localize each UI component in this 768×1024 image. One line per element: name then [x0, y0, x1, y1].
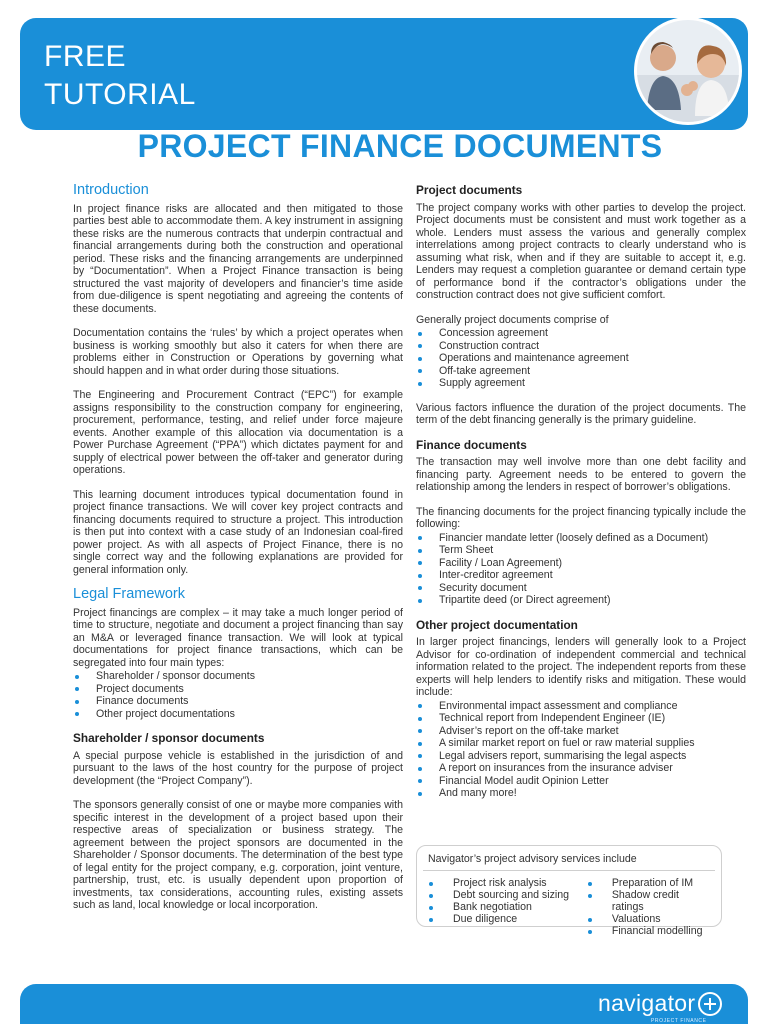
- list-item: A report on insurances from the insurance adviser: [416, 762, 746, 775]
- header-title-line2: TUTORIAL: [44, 78, 196, 111]
- services-list-b: [586, 877, 711, 937]
- services-title: Navigator’s project advisory services include: [423, 852, 715, 871]
- project-paragraph-2: Generally project documents comprise of: [416, 313, 609, 326]
- list-item: Security document: [416, 582, 746, 595]
- project-paragraph-1: The project company works with other parties to develop the project. Project documents must be consistent and must work together as a whole. Lenders must assess the various and generally complex interrelations among project contracts to clearly understand who is assuming what risk, when and if they are suitable to accept it, e.g. Lenders may request a completion guarantee or demand certain type of performance bond if the contractor’s obligations under the construction contract does not give sufficient comfort.: [416, 201, 746, 301]
- other-paragraph-1: In larger project financings, lenders will generally look to a Project Advisor for co-ordination of independent commercial and technical information related to the project. The independent reports from these experts will help lenders to identify risks and mitigation. These would include:: [416, 636, 746, 698]
- list-item: Shareholder / sponsor documents: [73, 670, 403, 683]
- list-item: And many more!: [416, 787, 746, 800]
- shareholder-paragraph-2: The sponsors generally consist of one or maybe more companies with specific interest in the development of a project based upon their respective areas of specialization or business strategy. The agreement between the project sponsors are documented in the Shareholder / Sponsor documents. The determination of the best type of legal entity for the project company, e.g. corporation, joint venture, partnership, trust, etc. is usually dependent upon proportion of investments, tax considerations, accounting rules, existing assets such as land, local knowledge or local incorporation.: [73, 799, 403, 911]
- list-item: Financier mandate letter (loosely defined as a Document): [416, 532, 746, 545]
- shareholder-paragraph-1: A special purpose vehicle is established in the jurisdiction of and pursuant to the laws of the host country for the purpose of project development (the “Project Company”).: [73, 749, 403, 787]
- header-title: [44, 38, 196, 114]
- list-item: Concession agreement: [416, 327, 746, 340]
- legal-heading: Legal Framework: [73, 586, 186, 602]
- list-item: Technical report from Independent Engineer (IE): [416, 712, 746, 725]
- legal-paragraph-1: Project financings are complex – it may take a much longer period of time to structure, negotiate and document a project financing than say an M&A or leveraged finance transaction. We will look at typical documentations for project finance transactions, which can be segregated into four main types:: [73, 606, 403, 669]
- list-item: Inter-creditor agreement: [416, 569, 746, 582]
- list-item: Legal advisers report, summarising the legal aspects: [416, 750, 746, 763]
- list-item: Environmental impact assessment and compliance: [416, 700, 746, 713]
- list-item: Valuations: [586, 913, 711, 925]
- list-item: Debt sourcing and sizing: [427, 889, 586, 901]
- list-item: Off-take agreement: [416, 365, 746, 378]
- intro-paragraph-3: The Engineering and Procurement Contract (“EPC”) for example assigns responsibility to the construction company for engineering, procurement, performance, testing, and relief under force majeure events. Another example of this allocation via documentation is a Power Purchase Agreement (“PPA”) which dictates payment for and supply of electrical power between the off-taker and generator during operations.: [73, 389, 403, 476]
- list-item: Shadow credit ratings: [586, 889, 711, 913]
- circle-plus-icon: [698, 992, 722, 1016]
- list-item: Facility / Loan Agreement): [416, 557, 746, 570]
- intro-paragraph-4: This learning document introduces typical documentation found in project finance transactions. We will cover key project contracts and financing documents required to structure a project. This introduction is then put into context with a case study of an Indonesian coal-fired power project. As with all aspects of Project Finance, there is no single correct way and the following explanations are provided for general information only.: [73, 488, 403, 576]
- list-item: Construction contract: [416, 340, 746, 353]
- list-item: Bank negotiation: [427, 901, 586, 913]
- project-heading: Project documents: [416, 183, 523, 197]
- finance-paragraph-1: The transaction may well involve more than one debt facility and financing party. Agreement needs to be entered to govern the relationship among the lenders in respect of borrower’s obligations.: [416, 456, 746, 493]
- other-list: [416, 700, 746, 800]
- finance-list: [416, 532, 746, 607]
- intro-paragraph-2: Documentation contains the ‘rules’ by which a project operates when business is working smoothly but also it caters for when there are problems either in Construction or Operations by governing what should happen and in what order during those situations.: [73, 327, 403, 377]
- legal-list: [73, 670, 403, 720]
- finance-paragraph-2: The financing documents for the project financing typically include the following:: [416, 505, 746, 530]
- list-item: Adviser’s report on the off-take market: [416, 725, 746, 738]
- list-item: Finance documents: [73, 695, 403, 708]
- list-item: Tripartite deed (or Direct agreement): [416, 594, 746, 607]
- list-item: Term Sheet: [416, 544, 746, 557]
- logo-tagline: PROJECT FINANCE: [651, 1018, 707, 1024]
- list-item: Preparation of IM: [586, 877, 711, 889]
- project-list: [416, 327, 746, 390]
- project-paragraph-3: Various factors influence the duration of the project documents. The term of the debt financing generally is the primary guideline.: [416, 401, 746, 426]
- logo-text: navigator: [598, 990, 696, 1016]
- right-column: [416, 184, 746, 812]
- list-item: Project risk analysis: [427, 877, 586, 889]
- intro-paragraph-1: In project finance risks are allocated and then mitigated to those parties best able to accommodate them. A key instrument in assigning these risks are the numerous contracts that underpin contractual and financial arrangements during both the construction and operational period. These risks and the financing arrangements are underpinned by “Documentation”. When a Project Finance transaction is being structured the vast majority of developers and financier’s time aside from due-diligence is spent negotiating and agreeing the contents of these documents.: [73, 202, 403, 315]
- list-item: Other project documentations: [73, 708, 403, 721]
- list-item: Due diligence: [427, 913, 586, 925]
- left-column: [73, 184, 403, 924]
- page-title: PROJECT FINANCE DOCUMENTS: [137, 128, 663, 164]
- shareholder-heading: Shareholder / sponsor documents: [73, 731, 265, 745]
- list-item: Project documents: [73, 683, 403, 696]
- navigator-logo: [598, 990, 722, 1017]
- list-item: Operations and maintenance agreement: [416, 352, 746, 365]
- header-photo: [634, 17, 742, 125]
- services-list-a: [427, 877, 586, 937]
- header-title-line1: FREE: [44, 40, 127, 73]
- list-item: A similar market report on fuel or raw material supplies: [416, 737, 746, 750]
- services-box: [416, 845, 722, 937]
- list-item: Financial modelling: [586, 925, 711, 937]
- list-item: Supply agreement: [416, 377, 746, 390]
- services-columns: [427, 877, 711, 937]
- other-heading: Other project documentation: [416, 617, 578, 632]
- finance-heading: Finance documents: [416, 437, 527, 452]
- list-item: Financial Model audit Opinion Letter: [416, 775, 746, 788]
- intro-heading: Introduction: [73, 182, 149, 198]
